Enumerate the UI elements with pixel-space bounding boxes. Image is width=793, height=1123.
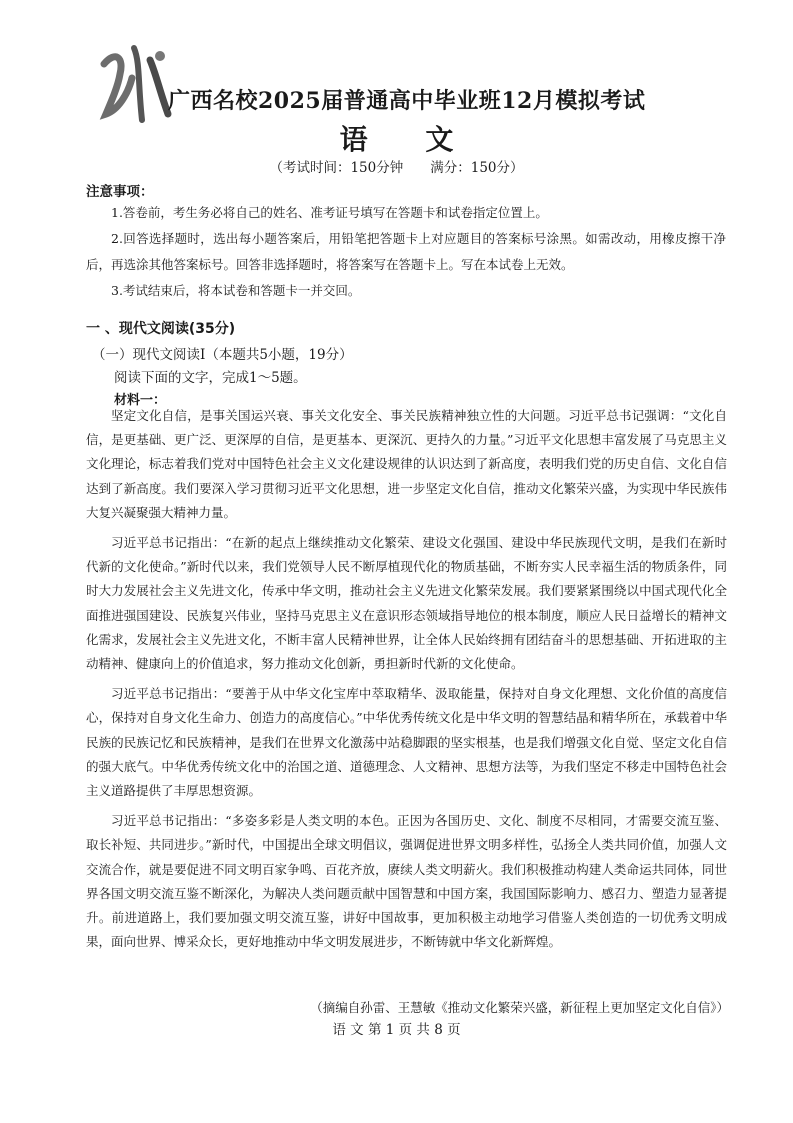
section-title: 一 、现代文阅读(35分) xyxy=(86,321,236,337)
subject-title: 语 文 xyxy=(339,123,478,156)
notice-item: 2.回答选择题时，选出每小题答案后，用铅笔把答题卡上对应题目的答案标号涂黑。如需改动，用橡皮擦干净后，再选涂其他答案标号。回答非选择题时，将答案写在答题卡上。写在本试卷上无效。 xyxy=(86,231,726,272)
notice-list xyxy=(86,200,726,304)
notice-item: 1.答卷前，考生务必将自己的姓名、准考证号填写在答题卡和试卷指定位置上。 xyxy=(111,205,548,220)
page-footer: 语 文 第 1 页 共 8 页 xyxy=(332,1022,461,1038)
material-label: 材料一： xyxy=(114,393,167,408)
notice-heading: 注意事项： xyxy=(86,184,154,200)
passage-paragraph: 习近平总书记指出：“多姿多彩是人类文明的本色。正因为各国历史、文化、制度不尽相同，才需要交流互鉴、取长补短、共同进步。”新时代，中国提出全球文明倡议，强调促进世界文明多样性，弘扬全人类共同价值，加强人文交流合作，就是要促进不同文明百家争鸣、百花齐放，赓续人类文明薪火。我们积极推动构建人类命运共同体，同世界各国文明交流互鉴不断深化，为解决人类问题贡献中国智慧和中国方案，我国国际影响力、感召力、塑造力显著提升。前进道路上，我们要加强文明交流互鉴，讲好中国故事，更加积极主动地学习借鉴人类创造的一切优秀文明成果，面向世界、博采众长，更好地推动中华文明发展进步，不断铸就中华文化新辉煌。 xyxy=(86,813,727,950)
exam-title: 广西名校2025届普通高中毕业班12月模拟考试 xyxy=(168,88,646,114)
notice-item: 3.考试结束后，将本试卷和答题卡一并交回。 xyxy=(111,283,361,298)
passage-body xyxy=(86,404,727,954)
passage-paragraph: 习近平总书记指出：“在新的起点上继续推动文化繁荣、建设文化强国、建设中华民族现代文明，是我们在新时代新的文化使命。”新时代以来，我们党领导人民不断厚植现代化的物质基础，不断夯实人民幸福生活的物质条件，同时大力发展社会主义先进文化，传承中华文明，推动社会主义先进文化繁荣发展。我们要紧紧围绕以中国式现代化全面推进强国建设、民族复兴伟业，坚持马克思主义在意识形态领域指导地位的根本制度，顺应人民日益增长的精神文化需求，发展社会主义先进文化，不断丰富人民精神世界，让全体人民始终拥有团结奋斗的思想基础、开拓进取的主动精神、健康向上的价值追求，努力推动文化创新，勇担新时代新的文化使命。 xyxy=(86,535,727,672)
source-citation: （摘编自孙雷、王慧敏《推动文化繁荣兴盛，新征程上更加坚定文化自信》） xyxy=(310,1000,729,1015)
reading-instruction: 阅读下面的文字，完成1～5题。 xyxy=(114,370,307,386)
passage-paragraph: 习近平总书记指出：“要善于从中华文化宝库中萃取精华、汲取能量，保持对自身文化理想、文化价值的高度信心，保持对自身文化生命力、创造力的高度信心。”中华优秀传统文化是中华文明的智慧结晶和精华所在，承载着中华民族的民族记忆和民族精神，是我们在世界文化激荡中站稳脚跟的坚实根基，也是我们增强文化自觉、坚定文化自信的强大底气。中华优秀传统文化中的治国之道、道德理念、人文精神、思想方法等，为我们坚定不移走中国特色社会主义道路提供了丰厚思想资源。 xyxy=(86,686,727,799)
school-logo-icon xyxy=(98,44,176,124)
section-subtitle: （一）现代文阅读Ⅰ（本题共5小题，19分） xyxy=(92,347,353,363)
passage-paragraph: 坚定文化自信，是事关国运兴衰、事关文化安全、事关民族精神独立性的大问题。习近平总书记强调：“文化自信，是更基础、更广泛、更深厚的自信，是更基本、更深沉、更持久的力量。”习近平文化思想丰富发展了马克思主义文化理论，标志着我们党对中国特色社会主义文化建设规律的认识达到了新高度，表明我们党的历史自信、文化自信达到了新高度。我们要深入学习贯彻习近平文化思想，进一步坚定文化自信，推动文化繁荣兴盛，为实现中华民族伟大复兴凝聚强大精神力量。 xyxy=(86,408,727,520)
exam-info: （考试时间：150分钟 满分：150分） xyxy=(269,160,524,176)
